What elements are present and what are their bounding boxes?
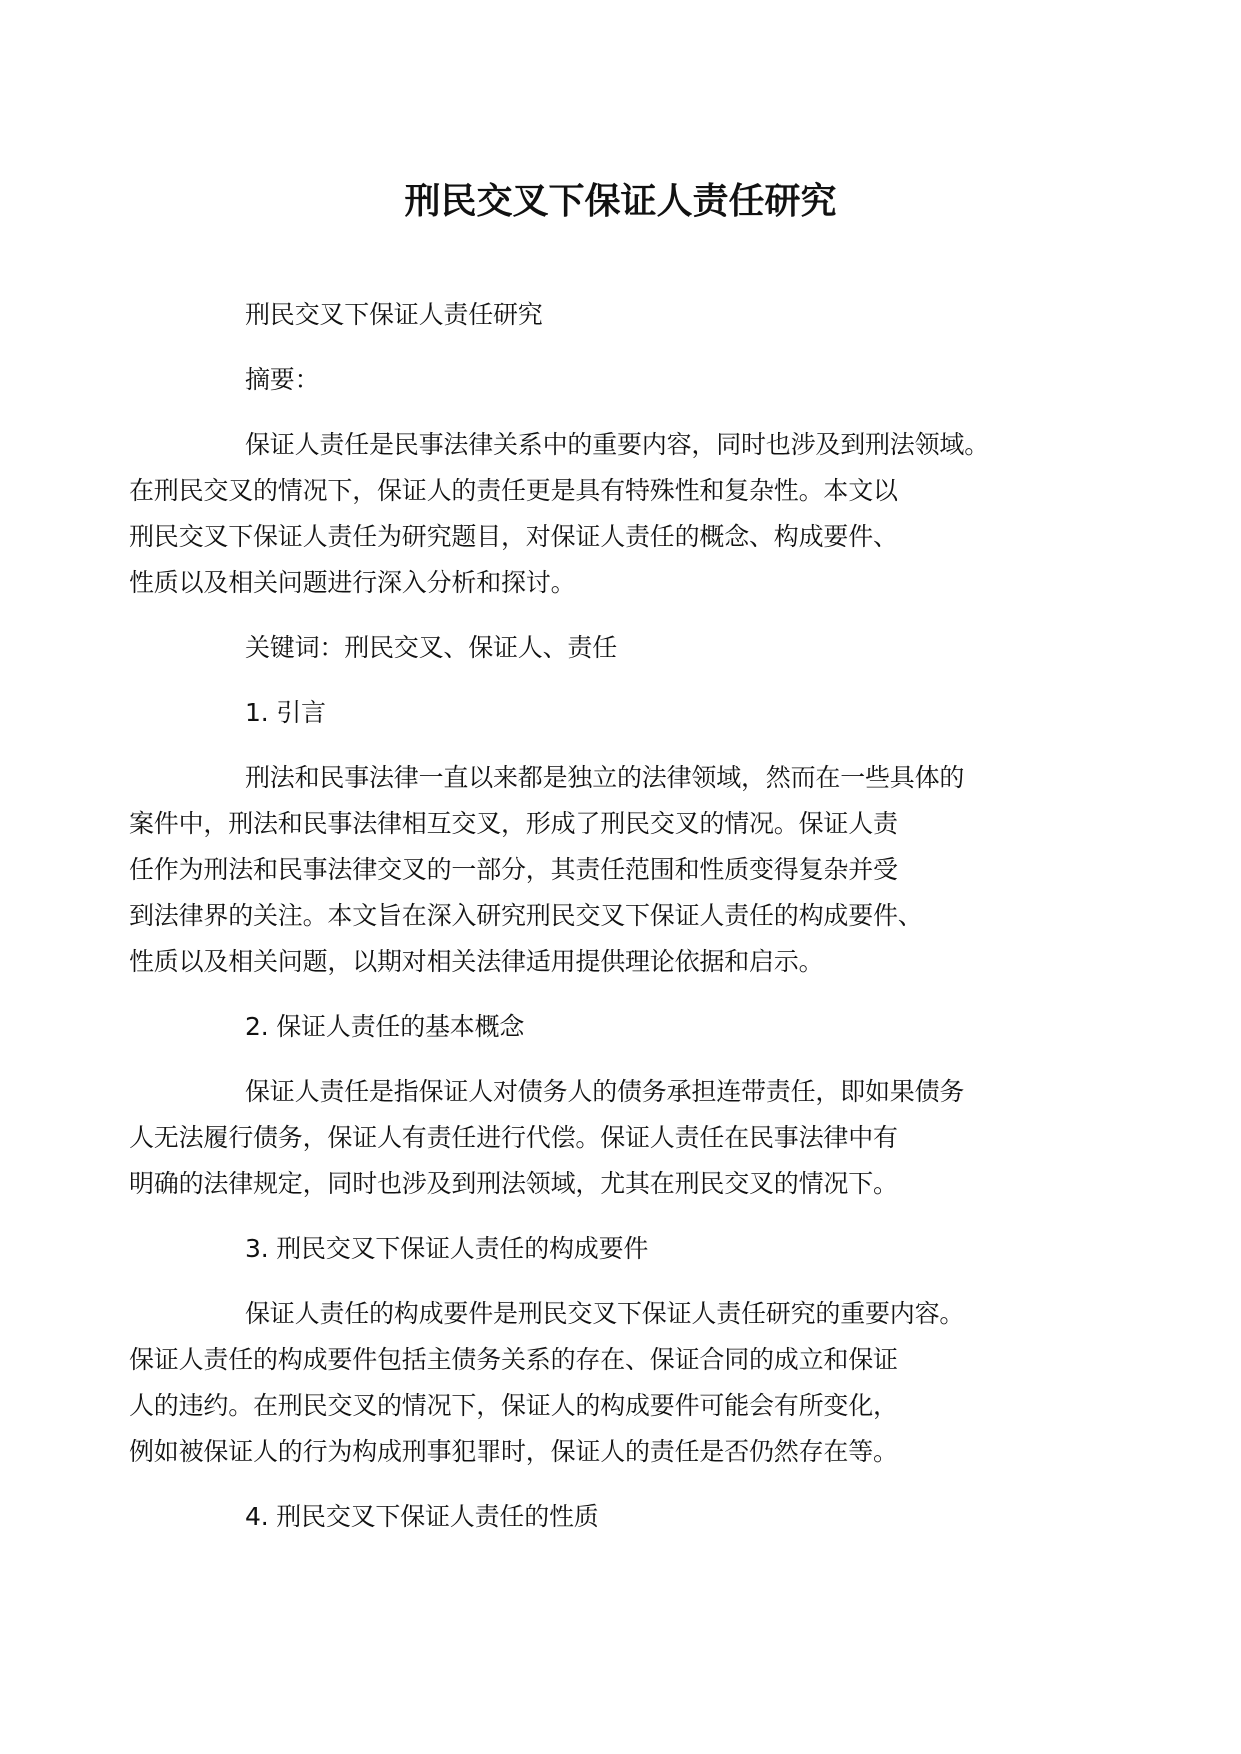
paragraph-line: 4. 刑民交叉下保证人责任的性质 bbox=[245, 1502, 599, 1531]
paragraph bbox=[187, 1494, 1067, 1540]
paragraph bbox=[129, 1291, 1067, 1475]
paragraph-line: 保证人责任是指保证人对债务人的债务承担连带责任，即如果债务 bbox=[245, 1077, 965, 1106]
paragraph-line: 任作为刑法和民事法律交叉的一部分，其责任范围和性质变得复杂并受 bbox=[129, 855, 898, 884]
paragraph-line: 关键词：刑民交叉、保证人、责任 bbox=[245, 633, 618, 662]
paragraph-line: 人无法履行债务，保证人有责任进行代偿。保证人责任在民事法律中有 bbox=[129, 1123, 898, 1152]
document-body bbox=[129, 292, 1067, 1559]
paragraph bbox=[187, 1226, 1067, 1272]
paragraph-line: 摘要： bbox=[245, 365, 320, 394]
paragraph bbox=[187, 625, 1067, 671]
paragraph bbox=[187, 1004, 1067, 1050]
document-title: 刑民交叉下保证人责任研究 bbox=[404, 181, 837, 222]
paragraph-line: 2. 保证人责任的基本概念 bbox=[245, 1012, 525, 1041]
paragraph-line: 刑民交叉下保证人责任为研究题目，对保证人责任的概念、构成要件、 bbox=[129, 522, 898, 551]
paragraph bbox=[129, 422, 1067, 606]
paragraph-line: 到法律界的关注。本文旨在深入研究刑民交叉下保证人责任的构成要件、 bbox=[129, 901, 923, 930]
paragraph-line: 明确的法律规定，同时也涉及到刑法领域，尤其在刑民交叉的情况下。 bbox=[129, 1169, 898, 1198]
paragraph bbox=[187, 292, 1067, 338]
paragraph-line: 保证人责任是民事法律关系中的重要内容，同时也涉及到刑法领域。 bbox=[245, 430, 990, 459]
paragraph-line: 在刑民交叉的情况下，保证人的责任更是具有特殊性和复杂性。本文以 bbox=[129, 476, 898, 505]
paragraph bbox=[129, 755, 1067, 985]
paragraph-line: 性质以及相关问题进行深入分析和探讨。 bbox=[129, 568, 576, 597]
paragraph-line: 刑法和民事法律一直以来都是独立的法律领域，然而在一些具体的 bbox=[245, 763, 965, 792]
paragraph-line: 1. 引言 bbox=[245, 698, 326, 727]
paragraph-line: 案件中，刑法和民事法律相互交叉，形成了刑民交叉的情况。保证人责 bbox=[129, 809, 898, 838]
paragraph-line: 性质以及相关问题，以期对相关法律适用提供理论依据和启示。 bbox=[129, 947, 824, 976]
paragraph-line: 例如被保证人的行为构成刑事犯罪时，保证人的责任是否仍然存在等。 bbox=[129, 1437, 898, 1466]
paragraph-line: 人的违约。在刑民交叉的情况下，保证人的构成要件可能会有所变化， bbox=[129, 1391, 898, 1420]
paragraph bbox=[187, 690, 1067, 736]
paragraph-line: 保证人责任的构成要件包括主债务关系的存在、保证合同的成立和保证 bbox=[129, 1345, 898, 1374]
paragraph bbox=[129, 1069, 1067, 1207]
paragraph bbox=[187, 357, 1067, 403]
paragraph-line: 刑民交叉下保证人责任研究 bbox=[245, 300, 543, 329]
paragraph-line: 3. 刑民交叉下保证人责任的构成要件 bbox=[245, 1234, 649, 1263]
paragraph-line: 保证人责任的构成要件是刑民交叉下保证人责任研究的重要内容。 bbox=[245, 1299, 965, 1328]
